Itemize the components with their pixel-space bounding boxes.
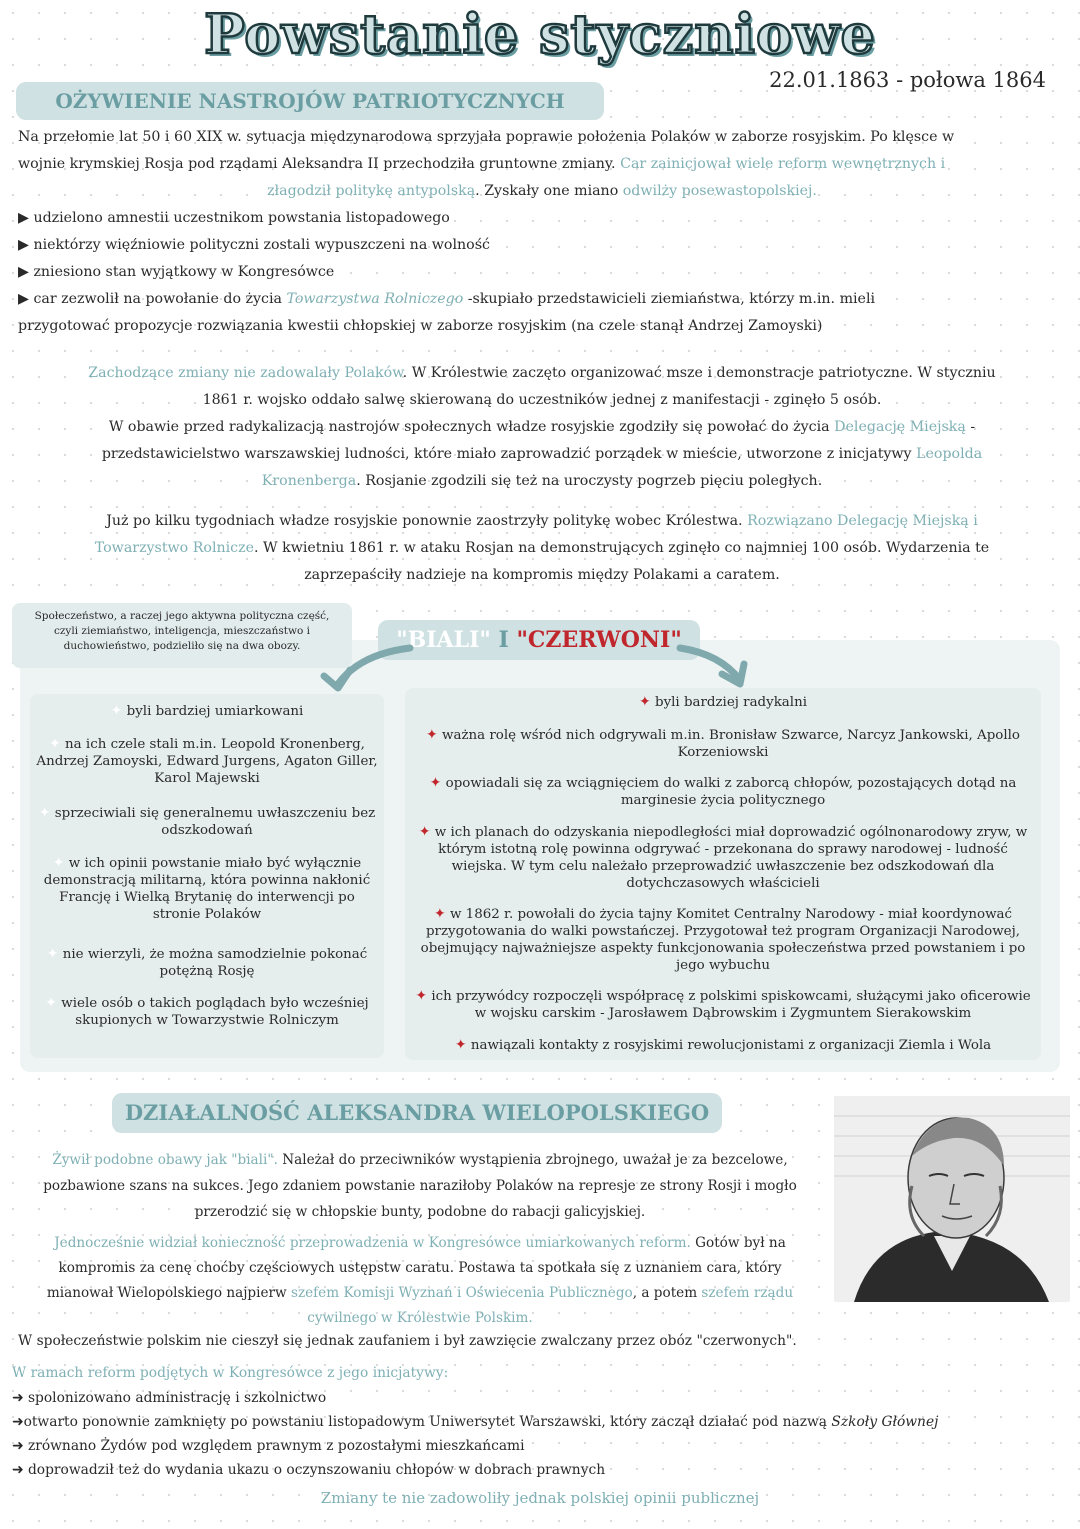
section-heading-text: DZIAŁALNOŚĆ ALEKSANDRA WIELOPOLSKIEGO [124,1100,710,1125]
list-item: ➜ spolonizowano administrację i szkolnictwo [12,1390,327,1406]
star-icon: ✦ [418,824,431,840]
star-icon: ✦ [433,906,446,922]
list-item: ✦ wiele osób o takich poglądach było wcześniej skupionych w Towarzystwie Rolniczym [45,995,369,1028]
society-note: Społeczeństwo, a raczej jego aktywna polityczna część, czyli ziemiaństwo, inteligencja, mieszczaństwo i duchowieństwo, podzieliło się na dwa obozy. [12,603,352,668]
paragraph-views: Żywił podobne obawy jak "biali". Należał do przeciwników wystąpienia zbrojnego, uważał je za bezcelowe, pozbawione szans na sukces. Jego zdaniem powstanie naraziłoby Polaków na represje ze strony Rosji i mogło przerodzić się w chłopskie bunty, podobne do rabacji galicyjskiej. [43,1152,797,1220]
list-item: ✦ opowiadali się za wciągnięciem do walki z zaborcą chłopów, pozostających dotąd na marginesie życia politycznego [429,775,1017,808]
split-arrows [320,640,760,694]
star-icon: ✦ [49,736,61,752]
bullet-icon: ▶ [18,264,29,280]
star-icon: ✦ [415,988,428,1004]
list-item: ✦ sprzeciwiali się generalnemu uwłaszczeniu bez odszkodowań [38,805,376,838]
list-item: ✦ nawiązali kontakty z rosyjskimi rewolucjonistami z organizacji Ziemla i Wola [454,1037,992,1053]
arrow-icon: ➜ [12,1414,24,1430]
list-item: ➜ doprowadził też do wydania ukazu o oczynszowaniu chłopów w dobrach prawnych [12,1462,606,1478]
page-title: Powstanie styczniowe [204,2,876,66]
wielopolski-portrait [834,1096,1070,1302]
closing-statement: Zmiany te nie zadowoliły jednak polskiej opinii publicznej [320,1489,760,1507]
list-item: ✦ nie wierzyli, że można samodzielnie pokonać potężną Rosję [46,946,368,979]
paragraph-distrust: W społeczeństwie polskim nie cieszył się jednak zaufaniem i był zawzięcie zwalczany przez obóz "czerwonych". [18,1333,797,1349]
list-item: ✦ byli bardziej radykalni [639,694,807,710]
paragraph-demonstrations: Zachodzące zmiany nie zadowalały Polaków. W Królestwie zaczęto organizować msze i demonstracje patriotyczne. W styczniu 1861 r. wojsko oddało salwę skierowaną do uczestników jednej z manifestacji - zginęło 5 osób. W obawie przed radykalizacją nastrojów społecznych władze rosyjskie zgodziły się powołać do życia Delegację Miejską - przedstawicielstwo warszawskiej ludności, które miało zaprowadzić porządek w mieście, utworzone z inicjatywy Leopolda Kronenberga. Rosjanie zgodzili się też na uroczysty pogrzeb pięciu poległych. [88,365,996,489]
star-icon: ✦ [46,946,59,962]
arrow-icon: ➜ [12,1390,24,1406]
list-item: ✦ na ich czele stali m.in. Leopold Kronenberg, Andrzej Zamoyski, Edward Jurgens, Agaton Giller, Karol Majewski [36,736,378,786]
list-item: ✦ w ich planach do odzyskania niepodległości miał doprowadzić ogólnonarodowy zryw, w którym istotną rolę powinna odgrywać - przekonana do sprawy narodowej - ludność wiejska. W tym celu należało przeprowadzić uwłaszczenie bez odszkodowań dla dotychczasowych właścicieli [418,824,1028,891]
paragraph-reforms: Jednocześnie widział konieczność przeprowadzenia w Kongresówce umiarkowanych reform. Gotów był na kompromis za cenę choćby częściowych ustępstw caratu. Postawa ta spotkała się z uznaniem cara, który mianował Wielopolskiego najpierw szefem Komisji Wyznań i Oświecenia Publicznego, a potem szefem rządu cywilnego w Królestwie Polskim. [46,1235,794,1326]
intro-line-2: wojnie krymskiej Rosja pod rządami Aleksandra II przechodziła gruntowne zmiany. Car zainicjował wiele reform wewnętrznych i [18,156,946,172]
list-item: ✦ ich przywódcy rozpoczęli współpracę z polskimi spiskowcami, służącymi jako oficerowie w wojsku carskim - Jarosławem Dąbrowskim i Zygmuntem Sierakowskim [415,988,1031,1021]
list-item: ▶ udzielono amnestii uczestnikom powstania listopadowego [18,210,450,226]
intro-paragraph [18,124,1066,205]
star-icon: ✦ [639,694,651,710]
list-item: ▶ niektórzy więźniowie polityczni zostali wypuszczeni na wolność [18,237,490,253]
section-heading-wielopolski [112,1093,722,1133]
star-icon: ✦ [45,995,58,1011]
list-item: ✦ byli bardziej umiarkowani [110,703,304,719]
arrow-icon: ➜ [12,1438,24,1454]
left-arrow-icon [338,648,410,684]
list-item: ➜ zrównano Żydów pod względem prawnym z pozostałymi mieszkańcami [12,1438,525,1454]
portrait-image [834,1096,1070,1302]
paragraph-repression: Już po kilku tygodniach władze rosyjskie ponownie zaostrzyły politykę wobec Królestwa. Rozwiązano Delegację Miejską i Towarzystwo Rolnicze. W kwietniu 1861 r. w ataku Rosjan na demonstrujących zginęło co najmniej 100 osób. Wydarzenia te zaprzepaściły nadzieje na kompromis między Polakami a caratem. [94,513,990,583]
arrow-icon: ➜ [12,1462,24,1478]
list-item: ✦ w ich opinii powstanie miało być wyłącznie demonstracją militarną, która powinna nakłonić Francję i Wielką Brytanię do interwencji po stronie Polaków [43,855,371,922]
left-arrowhead-icon [324,670,350,688]
factions-heading: "BIALI" I "CZERWONI" [378,620,700,660]
bullet-icon: ▶ [18,237,29,253]
star-icon: ✦ [454,1037,467,1053]
list-item: ▶ car zezwolił na powołanie do życia Towarzystwa Rolniczego -skupiało przedstawicieli ziemiaństwa, którzy m.in. mieli przygotować propozycje rozwiązania kwestii chłopskiej w zaborze rosyjskim (na czele stanął Andrzej Zamoyski) [18,291,876,334]
date-range: 22.01.1863 - połowa 1864 [769,68,1046,92]
bullet-icon: ▶ [18,210,29,226]
list-item: ✦ ważna rolę wśród nich odgrywali m.in. Bronisław Szwarce, Narcyz Jankowski, Apollo Korzeniowski [426,727,1020,760]
intro-line-1: Na przełomie lat 50 i 60 XIX w. sytuacja międzynarodowa sprzyjała poprawie położenia Polaków w zaborze rosyjskim. Po klęsce w [18,129,955,145]
star-icon: ✦ [38,805,51,821]
star-icon: ✦ [52,855,65,871]
star-icon: ✦ [429,775,442,791]
star-icon: ✦ [426,727,438,743]
intro-line-3: złagodził politykę antypolską. Zyskały one miano odwilży posewastopolskiej. [267,183,817,199]
bullet-icon: ▶ [18,291,29,307]
star-icon: ✦ [110,703,123,719]
section-heading-text: OŻYWIENIE NASTROJÓW PATRIOTYCZNYCH [55,89,565,113]
list-item: ▶ zniesiono stan wyjątkowy w Kongresówce [18,264,335,280]
list-item: ➜otwarto ponownie zamknięty po powstaniu listopadowym Uniwersytet Warszawski, który zaczął działać pod nazwą Szkoły Głównej [12,1414,939,1430]
list-item: ✦ w 1862 r. powołali do życia tajny Komitet Centralny Narodowy - miał koordynować przygotowania do walki powstańczej. Przygotował też program Organizacji Narodowej, obejmujący najważniejsze aspekty funkcjonowania społeczeństwa przed powstaniem i po jego wybuchu [420,906,1026,973]
section-heading-patriotic-moods [16,82,604,120]
reforms-heading: W ramach reform podjętych w Kongresówce z jego inicjatywy: [12,1365,449,1381]
